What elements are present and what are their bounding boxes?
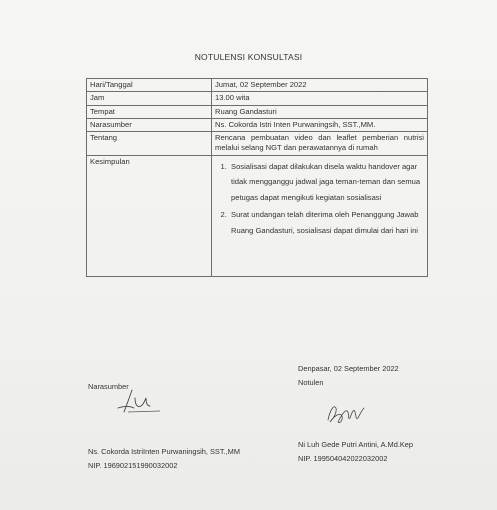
- row-value: [212, 155, 428, 276]
- list-item: 1. Sosialisasi dapat dilakukan disela waktu handover agar tidak mengganggu jadwal jaga teman-teman dan semua petugas dapat mengikuti kegiatan sosialisasi: [229, 159, 424, 206]
- document-title: NOTULENSI KONSULTASI: [194, 52, 303, 62]
- table-row-jam: [87, 92, 428, 105]
- place-date: Denpasar, 02 September 2022: [298, 364, 399, 373]
- row-value: Ruang Gandasturi: [212, 105, 428, 118]
- row-label: Tentang: [87, 132, 212, 156]
- row-value: Ns. Cokorda Istri Inten Purwaningsih, SST.,MM.: [212, 118, 428, 131]
- table-row-tentang: [87, 132, 428, 156]
- signer-nip-right: NIP. 199504042022032002: [298, 454, 388, 464]
- row-label: Hari/Tanggal: [87, 79, 212, 92]
- handwritten-signature-left-icon: [108, 386, 166, 418]
- signature-block-right: [298, 362, 399, 390]
- row-value: 13.00 wita: [212, 92, 428, 105]
- table-row-narasumber: [87, 118, 428, 131]
- table-row-tempat: [87, 105, 428, 118]
- row-label: Kesimpulan: [87, 155, 212, 276]
- row-value: Rencana pembuatan video dan leaflet pemberian nutrisi melalui selang NGT dan perawatannya di rumah: [212, 132, 428, 156]
- table-row-kesimpulan: [87, 155, 428, 276]
- row-label: Tempat: [87, 105, 212, 118]
- consultation-notes-table: [86, 78, 428, 277]
- row-label: Narasumber: [87, 118, 212, 131]
- signer-nip-left: NIP. 196902151990032002: [88, 461, 178, 471]
- signer-details-right: [298, 438, 413, 466]
- signer-role-left: Narasumber: [88, 382, 129, 391]
- handwritten-signature-right-icon: [322, 398, 368, 428]
- row-label: Jam: [87, 92, 212, 105]
- table-row-hari-tanggal: [87, 79, 428, 92]
- row-value: Jumat, 02 September 2022: [212, 79, 428, 92]
- kesimpulan-list: [215, 159, 424, 239]
- signer-role-right: Notulen: [298, 378, 324, 388]
- signer-name-left: Ns. Cokorda IstriInten Purwaningsih, SST.,MM: [88, 447, 240, 456]
- signer-name-right: Ni Luh Gede Putri Antini, A.Md.Kep: [298, 440, 414, 449]
- list-item: 2. Surat undangan telah diterima oleh Penanggung Jawab Ruang Gandasturi, sosialisasi dapat dimulai dari hari ini: [229, 207, 424, 238]
- signer-details-left: [88, 445, 240, 473]
